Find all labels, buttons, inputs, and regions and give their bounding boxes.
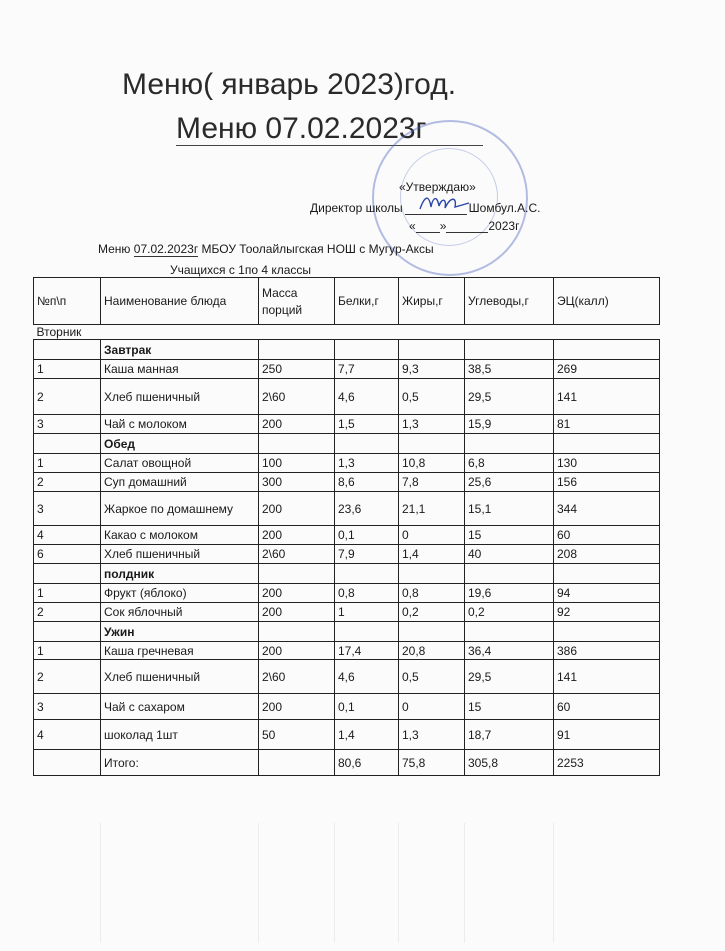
dish-kcal: 130 (554, 454, 660, 473)
section-empty-cell (259, 434, 335, 454)
total-protein: 80,6 (335, 750, 399, 776)
total-carbs: 305,8 (465, 750, 554, 776)
table-row (34, 660, 660, 694)
section-empty-cell (399, 564, 465, 584)
table-row (34, 720, 660, 750)
dish-fat: 7,8 (399, 473, 465, 492)
row-number: 1 (34, 360, 101, 379)
dish-kcal: 92 (554, 603, 660, 622)
dish-mass: 250 (259, 360, 335, 379)
table-row (34, 603, 660, 622)
row-number: 3 (34, 415, 101, 434)
dish-kcal: 141 (554, 660, 660, 694)
dish-kcal: 208 (554, 545, 660, 564)
dish-mass: 100 (259, 454, 335, 473)
row-number: 3 (34, 694, 101, 720)
dish-carbs: 36,4 (465, 642, 554, 660)
section-empty-cell (34, 622, 101, 642)
dish-kcal: 94 (554, 584, 660, 603)
section-empty-cell (554, 340, 660, 360)
dish-kcal: 91 (554, 720, 660, 750)
dish-carbs: 18,7 (465, 720, 554, 750)
dish-carbs: 15 (465, 694, 554, 720)
dish-mass: 2\60 (259, 660, 335, 694)
dish-kcal: 386 (554, 642, 660, 660)
section-row (34, 622, 660, 642)
director-line: Директор школы Шомбул.А.С. (310, 201, 541, 215)
section-title: Обед (101, 434, 259, 454)
dish-carbs: 6,8 (465, 454, 554, 473)
dish-mass: 200 (259, 526, 335, 545)
dish-name: Хлеб пшеничный (101, 379, 259, 415)
dish-fat: 20,8 (399, 642, 465, 660)
dish-name: Жаркое по домашнему (101, 492, 259, 526)
dish-mass: 200 (259, 603, 335, 622)
dish-carbs: 38,5 (465, 360, 554, 379)
section-title: полдник (101, 564, 259, 584)
table-row (34, 473, 660, 492)
dish-name: Каша гречневая (101, 642, 259, 660)
dish-mass: 50 (259, 720, 335, 750)
table-row (34, 415, 660, 434)
dish-protein: 0,8 (335, 584, 399, 603)
row-number: 3 (34, 492, 101, 526)
dish-protein: 23,6 (335, 492, 399, 526)
dish-name: Сок яблочный (101, 603, 259, 622)
dish-protein: 17,4 (335, 642, 399, 660)
dish-protein: 8,6 (335, 473, 399, 492)
section-empty-cell (554, 564, 660, 584)
total-row (34, 750, 660, 776)
dish-fat: 0 (399, 694, 465, 720)
row-number: 2 (34, 473, 101, 492)
dish-carbs: 25,6 (465, 473, 554, 492)
section-empty-cell (465, 622, 554, 642)
dish-carbs: 40 (465, 545, 554, 564)
dish-protein: 1,4 (335, 720, 399, 750)
dish-kcal: 60 (554, 526, 660, 545)
faint-lines (33, 823, 659, 943)
dish-mass: 200 (259, 584, 335, 603)
dish-fat: 21,1 (399, 492, 465, 526)
dish-carbs: 29,5 (465, 379, 554, 415)
col-header-dish: Наименование блюда (101, 278, 259, 325)
dish-name: Чай с сахаром (101, 694, 259, 720)
dish-fat: 1,4 (399, 545, 465, 564)
table-header-row (34, 278, 660, 325)
table-row (34, 694, 660, 720)
dish-mass: 200 (259, 492, 335, 526)
row-number: 2 (34, 603, 101, 622)
total-label: Итого: (101, 750, 259, 776)
dish-fat: 0,5 (399, 660, 465, 694)
dish-name: Какао с молоком (101, 526, 259, 545)
section-empty-cell (399, 340, 465, 360)
row-number: 1 (34, 454, 101, 473)
menu-table (33, 277, 660, 776)
col-header-fat: Жиры,г (399, 278, 465, 325)
table-row (34, 642, 660, 660)
dish-carbs: 15 (465, 526, 554, 545)
page-title: Меню( январь 2023)год. (122, 68, 457, 101)
col-header-kcal: ЭЦ(калл) (554, 278, 660, 325)
section-empty-cell (335, 340, 399, 360)
dish-fat: 9,3 (399, 360, 465, 379)
dish-name: Чай с молоком (101, 415, 259, 434)
col-header-number: №п\п (34, 278, 101, 325)
dish-fat: 1,3 (399, 415, 465, 434)
section-empty-cell (335, 434, 399, 454)
section-empty-cell (465, 434, 554, 454)
section-empty-cell (34, 564, 101, 584)
dish-mass: 2\60 (259, 379, 335, 415)
day-label: Вторник (34, 325, 660, 340)
dish-fat: 10,8 (399, 454, 465, 473)
section-empty-cell (335, 564, 399, 584)
total-kcal: 2253 (554, 750, 660, 776)
dish-fat: 0,8 (399, 584, 465, 603)
dish-protein: 1 (335, 603, 399, 622)
dish-protein: 0,1 (335, 526, 399, 545)
dish-protein: 7,9 (335, 545, 399, 564)
col-header-carbs: Углеводы,г (465, 278, 554, 325)
dish-fat: 0,5 (399, 379, 465, 415)
section-row (34, 564, 660, 584)
dish-carbs: 15,9 (465, 415, 554, 434)
section-empty-cell (465, 564, 554, 584)
section-empty-cell (34, 434, 101, 454)
table-row (34, 379, 660, 415)
dish-mass: 200 (259, 642, 335, 660)
dish-kcal: 156 (554, 473, 660, 492)
section-title: Ужин (101, 622, 259, 642)
section-empty-cell (399, 434, 465, 454)
row-number: 2 (34, 379, 101, 415)
director-signature (417, 191, 473, 215)
table-row (34, 454, 660, 473)
dish-name: Каша манная (101, 360, 259, 379)
dish-protein: 4,6 (335, 379, 399, 415)
menu-date-title: Меню 07.02.2023г (176, 112, 483, 146)
dish-protein: 0,1 (335, 694, 399, 720)
table-row (34, 492, 660, 526)
dish-mass: 300 (259, 473, 335, 492)
dish-fat: 0,2 (399, 603, 465, 622)
col-header-mass: Масса порций (259, 278, 335, 325)
row-number: 1 (34, 584, 101, 603)
dish-name: Салат овощной (101, 454, 259, 473)
dish-carbs: 29,5 (465, 660, 554, 694)
section-title: Завтрак (101, 340, 259, 360)
approval-date: « » 2023г (409, 219, 520, 233)
day-row (34, 325, 660, 340)
dish-mass: 2\60 (259, 545, 335, 564)
table-row (34, 584, 660, 603)
section-empty-cell (399, 622, 465, 642)
dish-mass: 200 (259, 694, 335, 720)
col-header-protein: Белки,г (335, 278, 399, 325)
dish-carbs: 19,6 (465, 584, 554, 603)
row-number: 1 (34, 642, 101, 660)
row-number: 4 (34, 720, 101, 750)
dish-kcal: 60 (554, 694, 660, 720)
students-subtitle: Учащихся с 1по 4 классы (170, 263, 312, 277)
row-number: 4 (34, 526, 101, 545)
dish-kcal: 81 (554, 415, 660, 434)
dish-name: шоколад 1шт (101, 720, 259, 750)
dish-kcal: 269 (554, 360, 660, 379)
dish-name: Хлеб пшеничный (101, 660, 259, 694)
section-empty-cell (34, 340, 101, 360)
dish-kcal: 344 (554, 492, 660, 526)
section-empty-cell (259, 564, 335, 584)
approval-label: «Утверждаю» (399, 180, 476, 194)
table-row (34, 360, 660, 379)
section-row (34, 434, 660, 454)
dish-carbs: 15,1 (465, 492, 554, 526)
section-row (34, 340, 660, 360)
section-empty-cell (259, 622, 335, 642)
dish-name: Фрукт (яблоко) (101, 584, 259, 603)
dish-fat: 1,3 (399, 720, 465, 750)
table-row (34, 545, 660, 564)
total-fat: 75,8 (399, 750, 465, 776)
dish-fat: 0 (399, 526, 465, 545)
table-row (34, 526, 660, 545)
menu-subtitle: Меню 07.02.2023г МБОУ Тоолайлыгская НОШ с Мугур-Аксы (98, 242, 434, 256)
dish-protein: 1,5 (335, 415, 399, 434)
section-empty-cell (465, 340, 554, 360)
section-empty-cell (335, 622, 399, 642)
section-empty-cell (554, 622, 660, 642)
section-empty-cell (554, 434, 660, 454)
dish-protein: 4,6 (335, 660, 399, 694)
dish-kcal: 141 (554, 379, 660, 415)
total-empty-cell (34, 750, 101, 776)
row-number: 2 (34, 660, 101, 694)
dish-name: Хлеб пшеничный (101, 545, 259, 564)
dish-protein: 1,3 (335, 454, 399, 473)
total-empty-cell (259, 750, 335, 776)
dish-carbs: 0,2 (465, 603, 554, 622)
dish-mass: 200 (259, 415, 335, 434)
dish-protein: 7,7 (335, 360, 399, 379)
dish-name: Суп домашний (101, 473, 259, 492)
section-empty-cell (259, 340, 335, 360)
row-number: 6 (34, 545, 101, 564)
